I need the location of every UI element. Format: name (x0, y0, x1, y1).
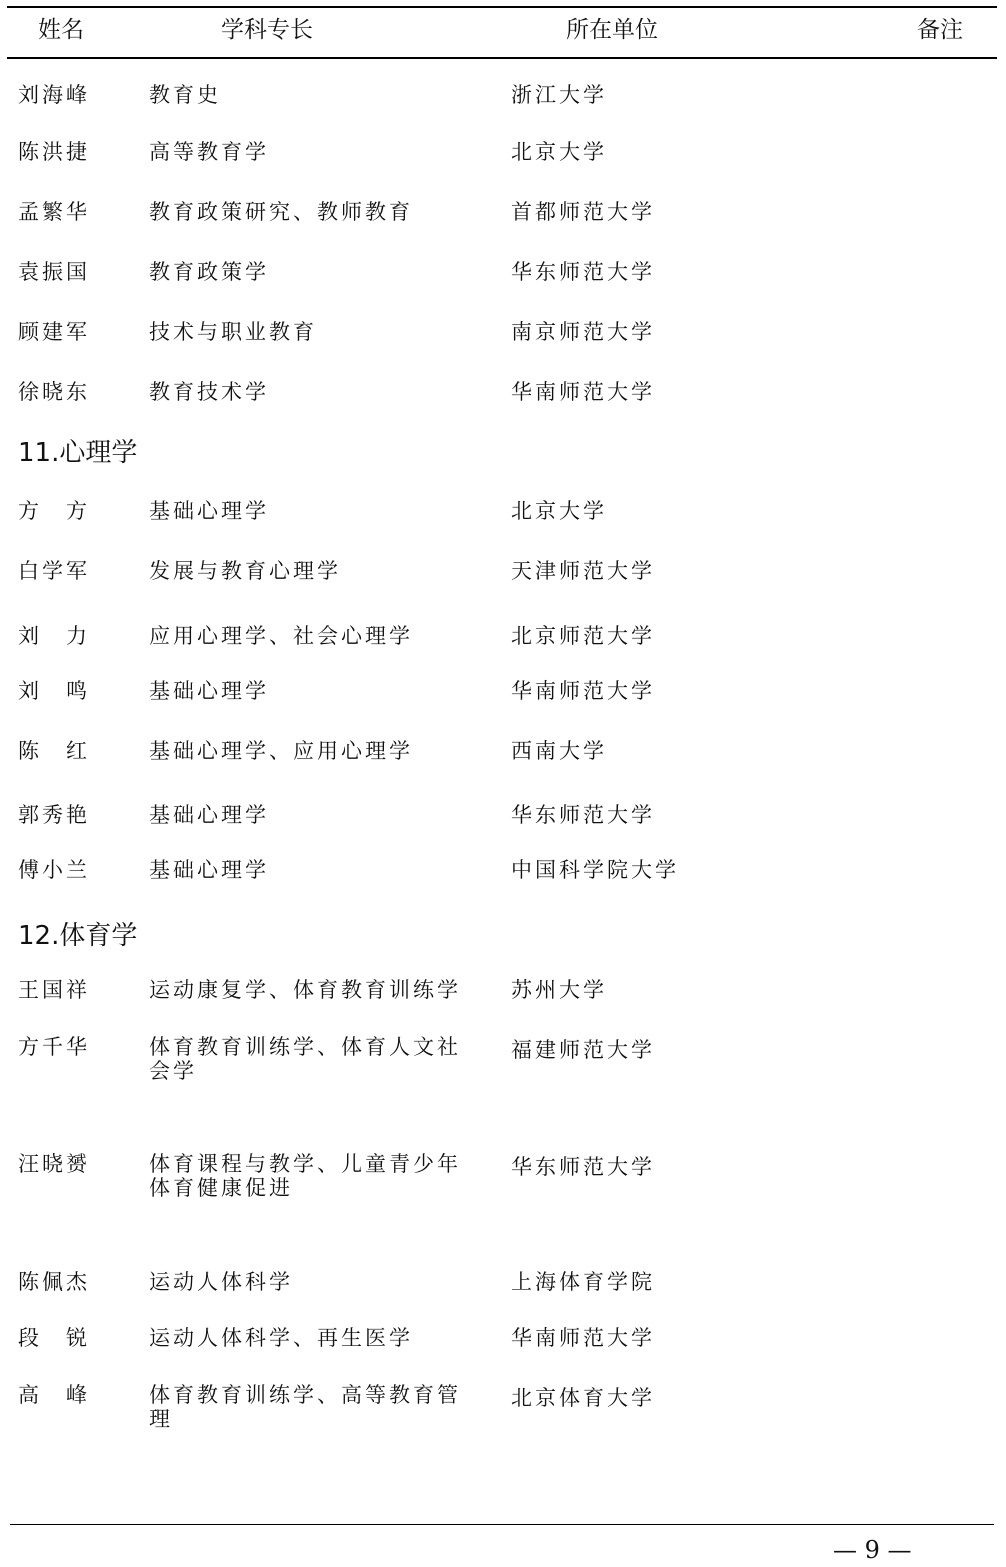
subject-field: 教育政策学 (149, 260, 269, 284)
subject-field: 体育教育训练学、体育人文社会学 (149, 1035, 461, 1083)
subject-field: 运动人体科学 (149, 1270, 293, 1294)
person-name: 刘海峰 (18, 83, 90, 107)
affiliation: 浙江大学 (511, 83, 607, 107)
header-unit: 所在单位 (566, 17, 658, 43)
person-name: 袁振国 (18, 260, 90, 284)
subject-field: 体育教育训练学、高等教育管理 (149, 1383, 461, 1431)
affiliation: 北京大学 (511, 499, 607, 523)
subject-field: 发展与教育心理学 (149, 559, 341, 583)
subject-field: 高等教育学 (149, 140, 269, 164)
person-name: 高 峰 (18, 1383, 90, 1407)
person-name: 傅小兰 (18, 858, 90, 882)
subject-field: 教育政策研究、教师教育 (149, 200, 413, 224)
affiliation: 中国科学院大学 (511, 858, 679, 882)
affiliation: 华南师范大学 (511, 380, 655, 404)
affiliation: 福建师范大学 (511, 1038, 655, 1062)
subject-field: 基础心理学 (149, 803, 269, 827)
subject-field: 基础心理学 (149, 499, 269, 523)
subject-field: 基础心理学 (149, 858, 269, 882)
header-name: 姓名 (38, 17, 84, 43)
subject-field: 运动康复学、体育教育训练学 (149, 978, 461, 1002)
affiliation: 南京师范大学 (511, 320, 655, 344)
person-name: 方千华 (18, 1035, 90, 1059)
affiliation: 天津师范大学 (511, 559, 655, 583)
subject-field: 应用心理学、社会心理学 (149, 624, 413, 648)
subject-field: 教育史 (149, 83, 221, 107)
person-name: 方 方 (18, 499, 90, 523)
person-name: 顾建军 (18, 320, 90, 344)
person-name: 王国祥 (18, 978, 90, 1002)
person-name: 孟繁华 (18, 200, 90, 224)
person-name: 陈佩杰 (18, 1270, 90, 1294)
affiliation: 北京师范大学 (511, 624, 655, 648)
affiliation: 上海体育学院 (511, 1270, 655, 1294)
subject-field: 基础心理学、应用心理学 (149, 739, 413, 763)
affiliation: 华东师范大学 (511, 260, 655, 284)
person-name: 汪晓赟 (18, 1152, 90, 1176)
person-name: 郭秀艳 (18, 803, 90, 827)
affiliation: 北京大学 (511, 140, 607, 164)
subject-field: 基础心理学 (149, 679, 269, 703)
header-bottom-rule (7, 57, 997, 59)
header-note: 备注 (917, 17, 963, 43)
person-name: 刘 力 (18, 624, 90, 648)
header-field: 学科专长 (221, 17, 313, 43)
affiliation: 华南师范大学 (511, 679, 655, 703)
person-name: 段 锐 (18, 1326, 90, 1350)
footer-rule (10, 1524, 994, 1525)
affiliation: 华东师范大学 (511, 803, 655, 827)
table-top-rule (7, 6, 997, 8)
person-name: 陈 红 (18, 739, 90, 763)
affiliation: 苏州大学 (511, 978, 607, 1002)
person-name: 白学军 (18, 559, 90, 583)
person-name: 徐晓东 (18, 380, 90, 404)
affiliation: 华南师范大学 (511, 1326, 655, 1350)
person-name: 刘 鸣 (18, 679, 90, 703)
subject-field: 技术与职业教育 (149, 320, 317, 344)
section-heading-psychology: 11.心理学 (18, 438, 138, 468)
person-name: 陈洪捷 (18, 140, 90, 164)
affiliation: 华东师范大学 (511, 1155, 655, 1179)
section-heading-sports: 12.体育学 (18, 921, 138, 951)
affiliation: 北京体育大学 (511, 1386, 655, 1410)
subject-field: 体育课程与教学、儿童青少年体育健康促进 (149, 1152, 461, 1200)
page-number: — 9 — (833, 1536, 912, 1564)
subject-field: 运动人体科学、再生医学 (149, 1326, 413, 1350)
subject-field: 教育技术学 (149, 380, 269, 404)
affiliation: 首都师范大学 (511, 200, 655, 224)
affiliation: 西南大学 (511, 739, 607, 763)
